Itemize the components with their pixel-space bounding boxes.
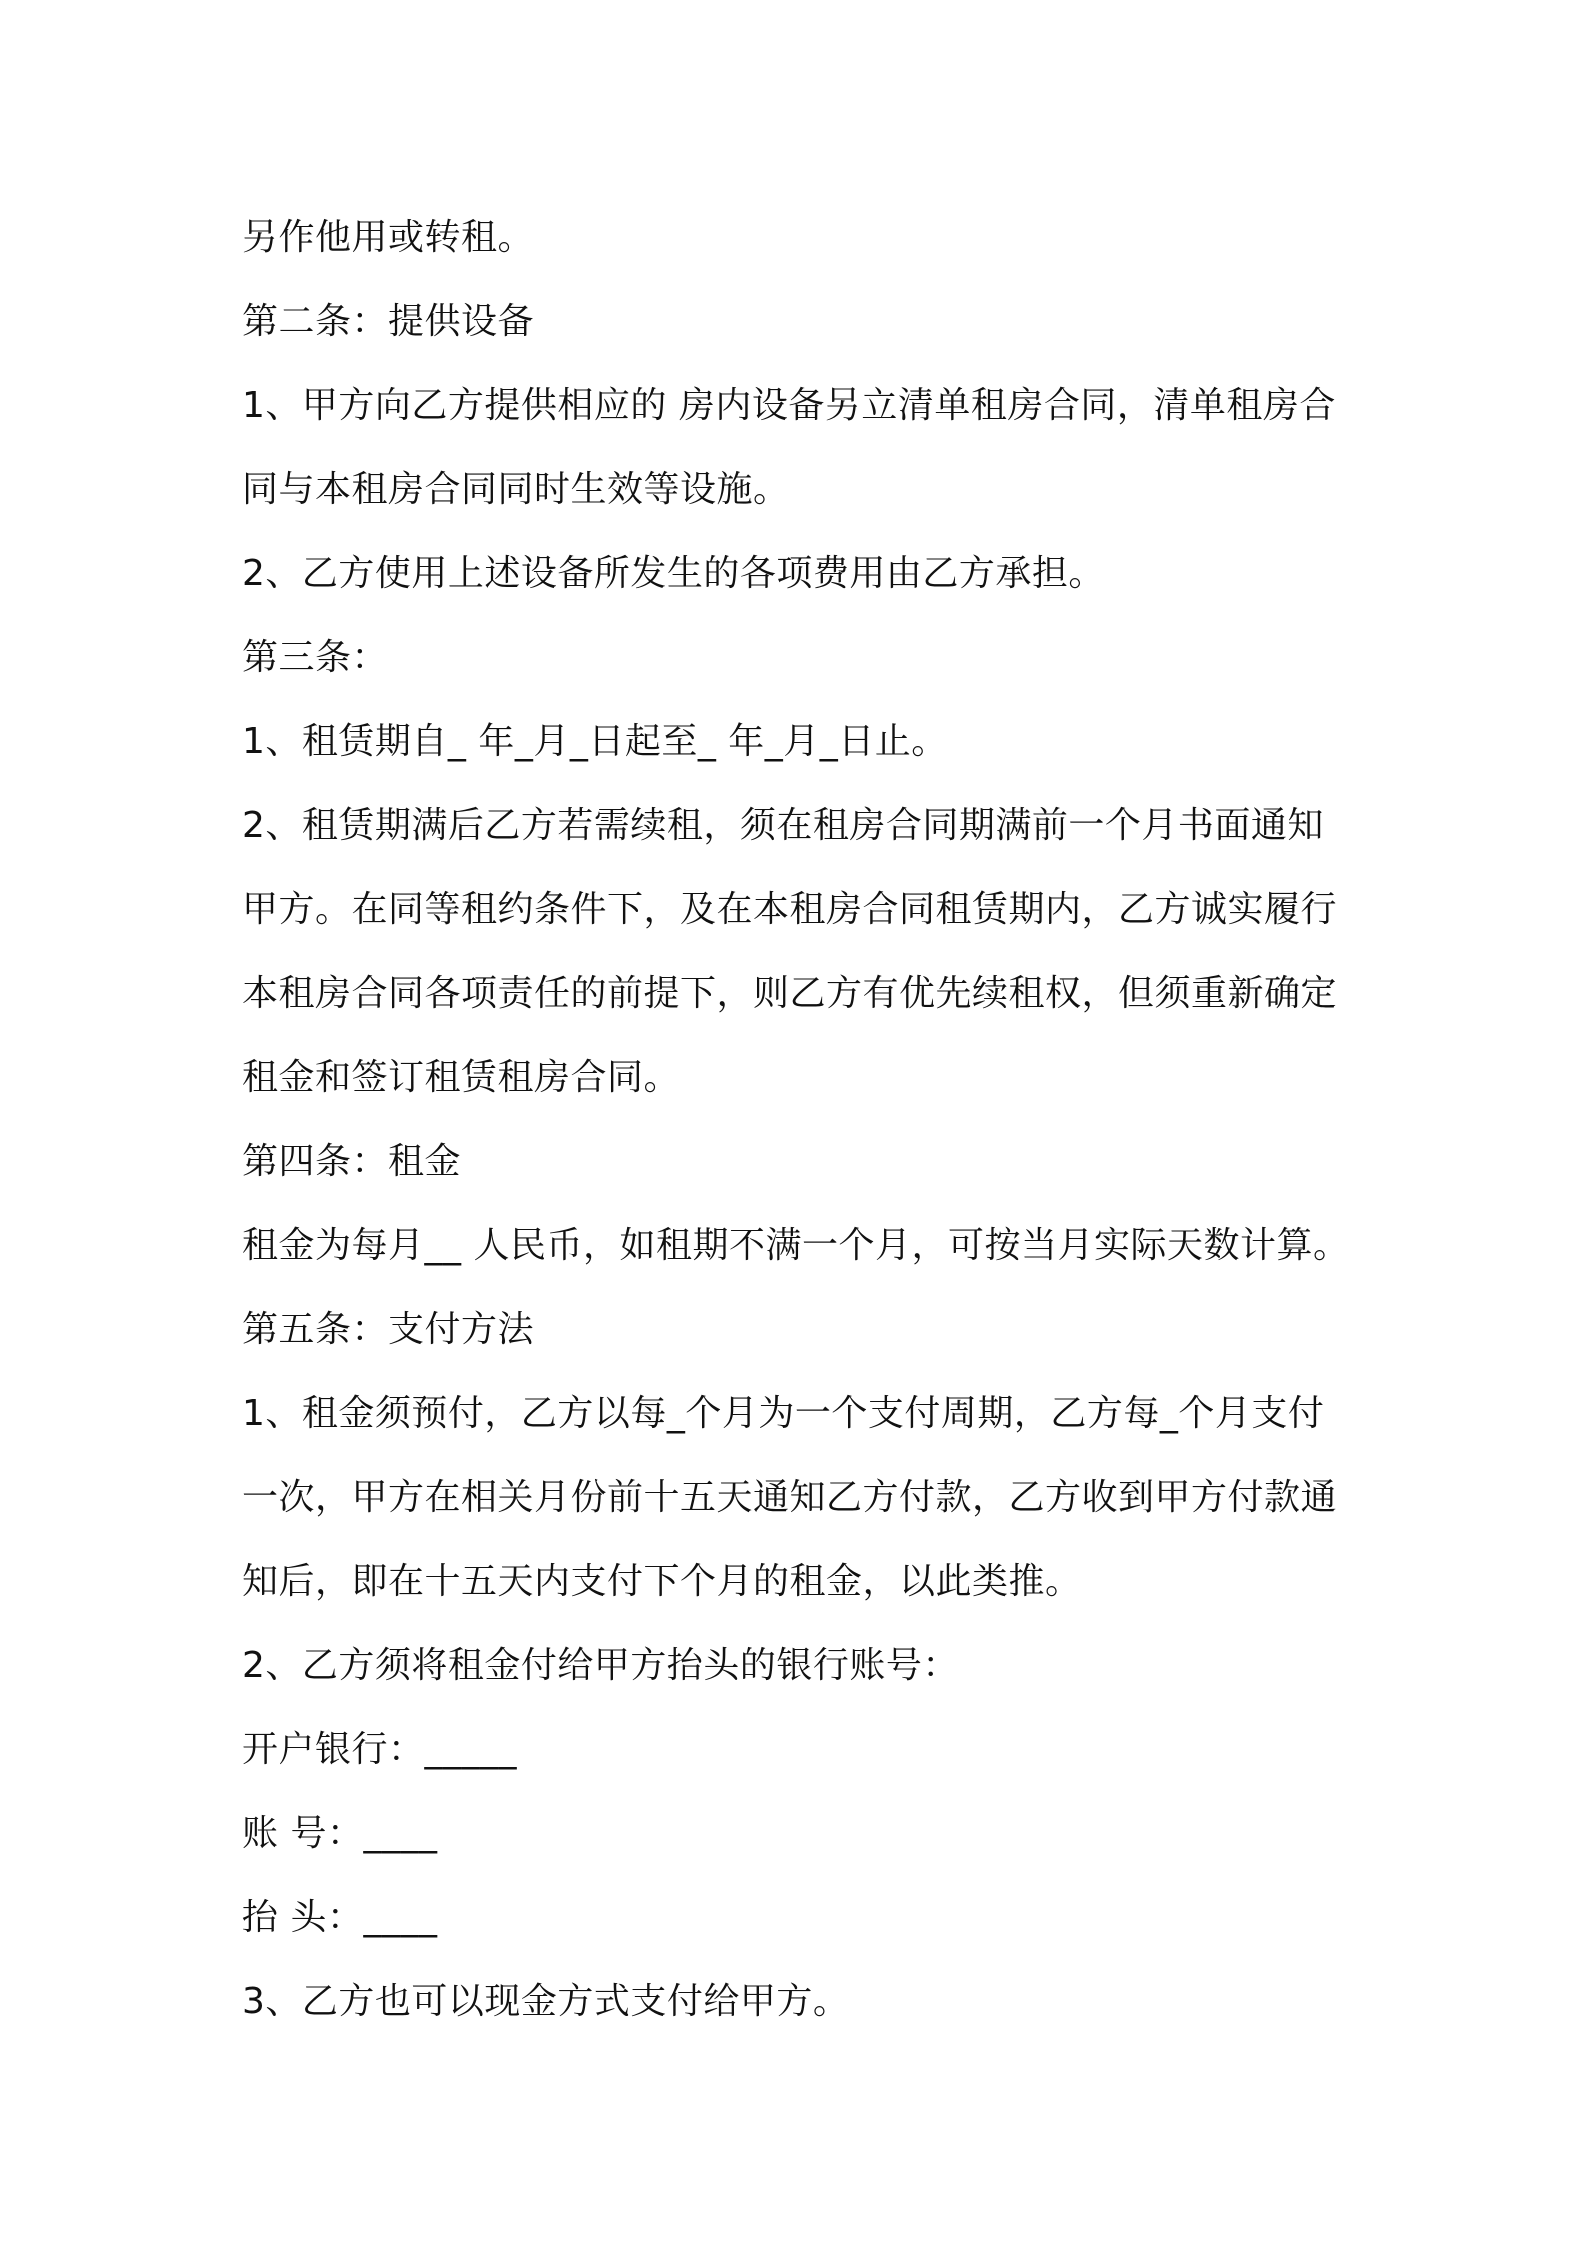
account-number-field: 账 号：____ bbox=[242, 1813, 438, 1854]
paragraph-line: 1、甲方向乙方提供相应的 房内设备另立清单租房合同，清单租房合 bbox=[242, 385, 1336, 426]
paragraph-line: 另作他用或转租。 bbox=[242, 217, 535, 258]
paragraph-line: 知后，即在十五天内支付下个月的租金，以此类推。 bbox=[242, 1561, 1082, 1602]
paragraph-line: 3、乙方也可以现金方式支付给甲方。 bbox=[242, 1981, 850, 2022]
paragraph-line: 2、租赁期满后乙方若需续租，须在租房合同期满前一个月书面通知 bbox=[242, 805, 1324, 846]
paragraph-line: 同与本租房合同同时生效等设施。 bbox=[242, 469, 790, 510]
contract-text bbox=[242, 196, 1372, 2044]
paragraph-line: 本租房合同各项责任的前提下，则乙方有优先续租权，但须重新确定 bbox=[242, 973, 1338, 1014]
paragraph-line: 租金和签订租赁租房合同。 bbox=[242, 1057, 681, 1098]
paragraph-line: 2、乙方须将租金付给甲方抬头的银行账号： bbox=[242, 1645, 959, 1686]
article-heading: 第二条：提供设备 bbox=[242, 301, 535, 342]
paragraph-line: 一次，甲方在相关月份前十五天通知乙方付款，乙方收到甲方付款通 bbox=[242, 1477, 1338, 1518]
account-holder-field: 抬 头：____ bbox=[242, 1897, 438, 1938]
paragraph-line: 租金为每月__ 人民币，如租期不满一个月，可按当月实际天数计算。 bbox=[242, 1225, 1350, 1266]
article-heading: 第四条：租金 bbox=[242, 1141, 462, 1182]
paragraph-line: 甲方。在同等租约条件下，及在本租房合同租赁期内，乙方诚实履行 bbox=[242, 889, 1338, 930]
paragraph-line: 1、租金须预付，乙方以每_个月为一个支付周期，乙方每_个月支付 bbox=[242, 1393, 1325, 1434]
paragraph-line: 1、租赁期自_ 年_月_日起至_ 年_月_日止。 bbox=[242, 721, 948, 762]
bank-name-field: 开户银行：_____ bbox=[242, 1729, 518, 1770]
article-heading: 第五条：支付方法 bbox=[242, 1309, 535, 1350]
paragraph-line: 2、乙方使用上述设备所发生的各项费用由乙方承担。 bbox=[242, 553, 1105, 594]
article-heading: 第三条： bbox=[242, 637, 389, 678]
